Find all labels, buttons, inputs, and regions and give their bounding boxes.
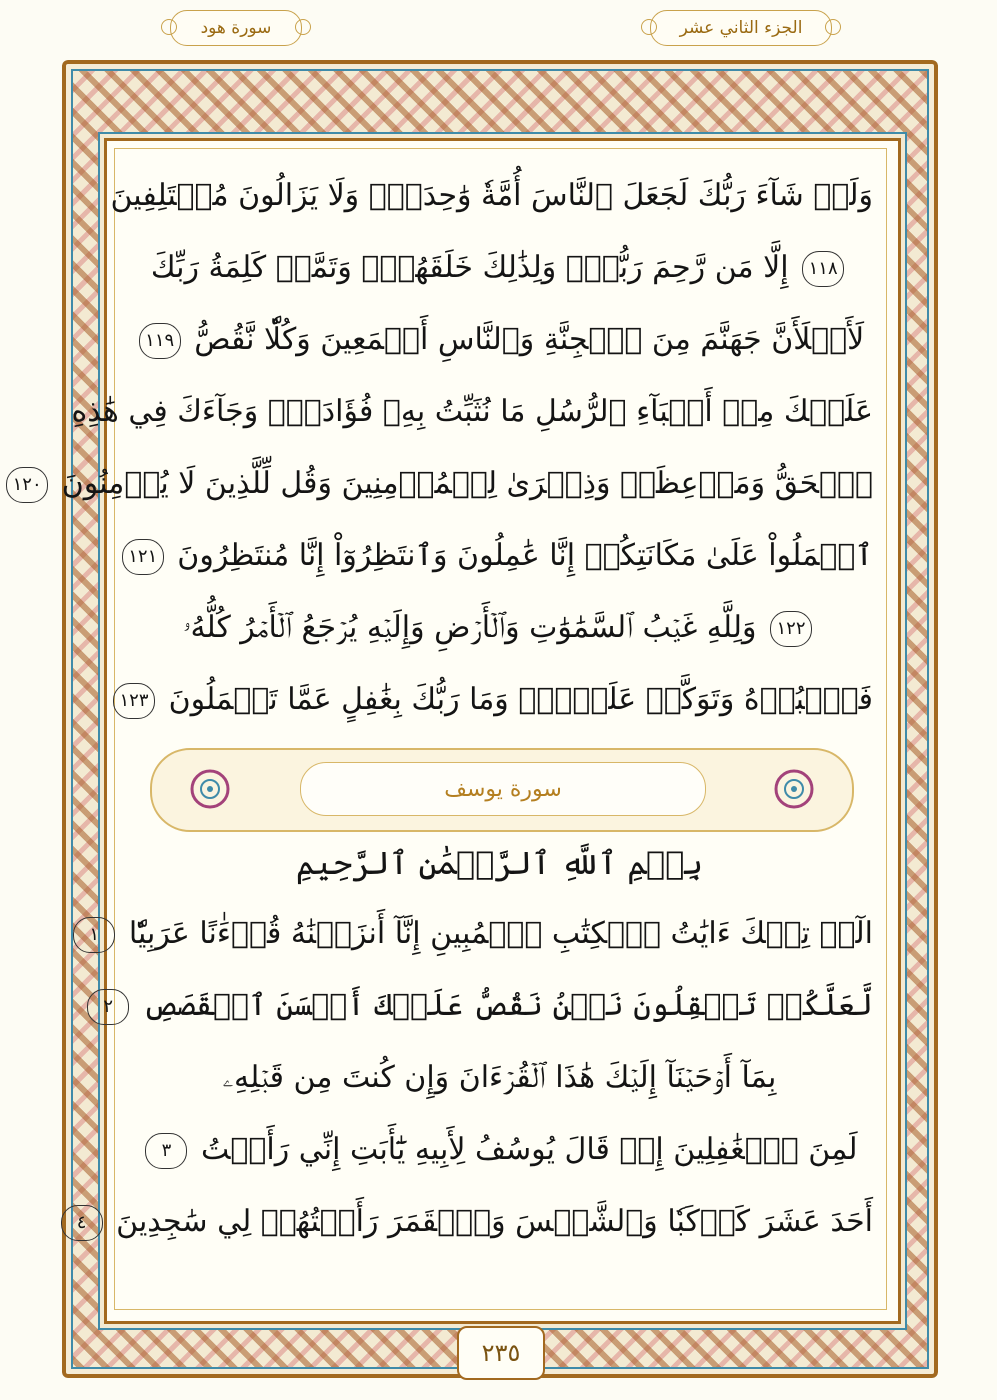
header-surah-tag bbox=[170, 10, 302, 46]
text-line-2: ١١٨ إِلَّا مَن رَّحِمَ رَبُّكَۚ وَلِذَٰلِكَ خَلَقَهُمۡۗ وَتَمَّتۡ كَلِمَةُ رَبِّكَ bbox=[114, 232, 885, 304]
page-number: ٢٣٥ bbox=[481, 1339, 521, 1367]
text-line-8: فَٱعۡبُدۡهُ وَتَوَكَّلۡ عَلَيۡهِۚ وَمَا رَبُّكَ بِغَٰفِلٍ عَمَّا تَعۡمَلُونَ ١٢٣ bbox=[114, 664, 885, 736]
surah-title: سورة يوسف bbox=[444, 776, 562, 802]
ayah-marker-1: ١ bbox=[73, 917, 115, 953]
header-juz-name: الجزء الثاني عشر bbox=[679, 18, 803, 38]
text-line-6: ٱعۡمَلُواْ عَلَىٰ مَكَانَتِكُمۡ إِنَّا عَٰمِلُونَ وَٱنتَظِرُوٓاْ إِنَّا مُنتَظِرُونَ ١٢١ bbox=[114, 520, 885, 592]
floral-ornament-icon bbox=[764, 764, 824, 814]
ayah-marker-2: ٢ bbox=[87, 989, 129, 1025]
ayah-marker-119: ١١٩ bbox=[139, 323, 181, 359]
text-line-11: بِمَآ أَوۡحَيۡنَآ إِلَيۡكَ هَٰذَا ٱلۡقُرۡءَانَ وَإِن كُنتَ مِن قَبۡلِهِۦ bbox=[222, 1060, 777, 1095]
quran-text-section-2 bbox=[76, 898, 885, 1258]
ayah-marker-120: ١٢٠ bbox=[6, 467, 48, 503]
ayah-marker-122: ١٢٢ bbox=[770, 611, 812, 647]
text-line-3: لَأَمۡلَأَنَّ جَهَنَّمَ مِنَ ٱلۡجِنَّةِ وَٱلنَّاسِ أَجۡمَعِينَ وَكُلّٗا نَّقُصُّ ١١٩ bbox=[114, 304, 885, 376]
quran-text-section-1 bbox=[12, 160, 885, 736]
text-line-13: أَحَدَ عَشَرَ كَوۡكَبٗا وَٱلشَّمۡسَ وَٱلۡقَمَرَ رَأَيۡتُهُمۡ لِي سَٰجِدِينَ ٤ bbox=[114, 1186, 885, 1258]
basmala: بِسۡمِ ٱللَّهِ ٱلرَّحۡمَٰنِ ٱلرَّحِيمِ bbox=[295, 844, 704, 882]
ayah-marker-123: ١٢٣ bbox=[113, 683, 155, 719]
text-line-12: لَمِنَ ٱلۡغَٰفِلِينَ إِذۡ قَالَ يُوسُفُ لِأَبِيهِ يَٰٓأَبَتِ إِنِّي رَأَيۡتُ ٣ bbox=[114, 1114, 885, 1186]
text-line-5: ٱلۡحَقُّ وَمَوۡعِظَةٞ وَذِكۡرَىٰ لِلۡمُؤۡمِنِينَ وَقُل لِّلَّذِينَ لَا يُؤۡمِنُونَ ١٢٠ bbox=[114, 448, 885, 520]
text-line-7: ١٢٢ وَلِلَّهِ غَيۡبُ ٱلسَّمَٰوَٰتِ وَٱلۡأَرۡضِ وَإِلَيۡهِ يُرۡجَعُ ٱلۡأَمۡرُ كُلُّهُۥ bbox=[114, 592, 885, 664]
surah-banner bbox=[150, 748, 854, 832]
text-line-1: وَلَوۡ شَآءَ رَبُّكَ لَجَعَلَ ٱلنَّاسَ أُمَّةٗ وَٰحِدَةٗۖ وَلَا يَزَالُونَ مُخۡتَلِفِينَ bbox=[110, 178, 873, 213]
text-line-4: عَلَيۡكَ مِنۡ أَنۢبَآءِ ٱلرُّسُلِ مَا نُثَبِّتُ بِهِۦ فُؤَادَكَۚ وَجَآءَكَ فِي هَٰذِهِ bbox=[71, 394, 873, 429]
ayah-marker-3: ٣ bbox=[145, 1133, 187, 1169]
ayah-marker-4: ٤ bbox=[61, 1205, 103, 1241]
header-juz-tag bbox=[650, 10, 832, 46]
text-line-9: الٓرۚ تِلۡكَ ءَايَٰتُ ٱلۡكِتَٰبِ ٱلۡمُبِينِ إِنَّآ أَنزَلۡنَٰهُ قُرۡءَٰنًا عَرَبِيّٗا ١ bbox=[114, 898, 885, 970]
surah-title-pill bbox=[300, 762, 706, 816]
header-surah-name: سورة هود bbox=[200, 18, 272, 38]
floral-ornament-icon bbox=[180, 764, 240, 814]
ayah-marker-118: ١١٨ bbox=[802, 251, 844, 287]
ayah-marker-121: ١٢١ bbox=[122, 539, 164, 575]
text-line-10: لَّعَلَّكُمۡ تَعۡقِلُونَ نَحۡنُ نَقُصُّ عَلَيۡكَ أَحۡسَنَ ٱلۡقَصَصِ ٢ bbox=[114, 970, 885, 1042]
page-number-badge bbox=[457, 1326, 545, 1380]
